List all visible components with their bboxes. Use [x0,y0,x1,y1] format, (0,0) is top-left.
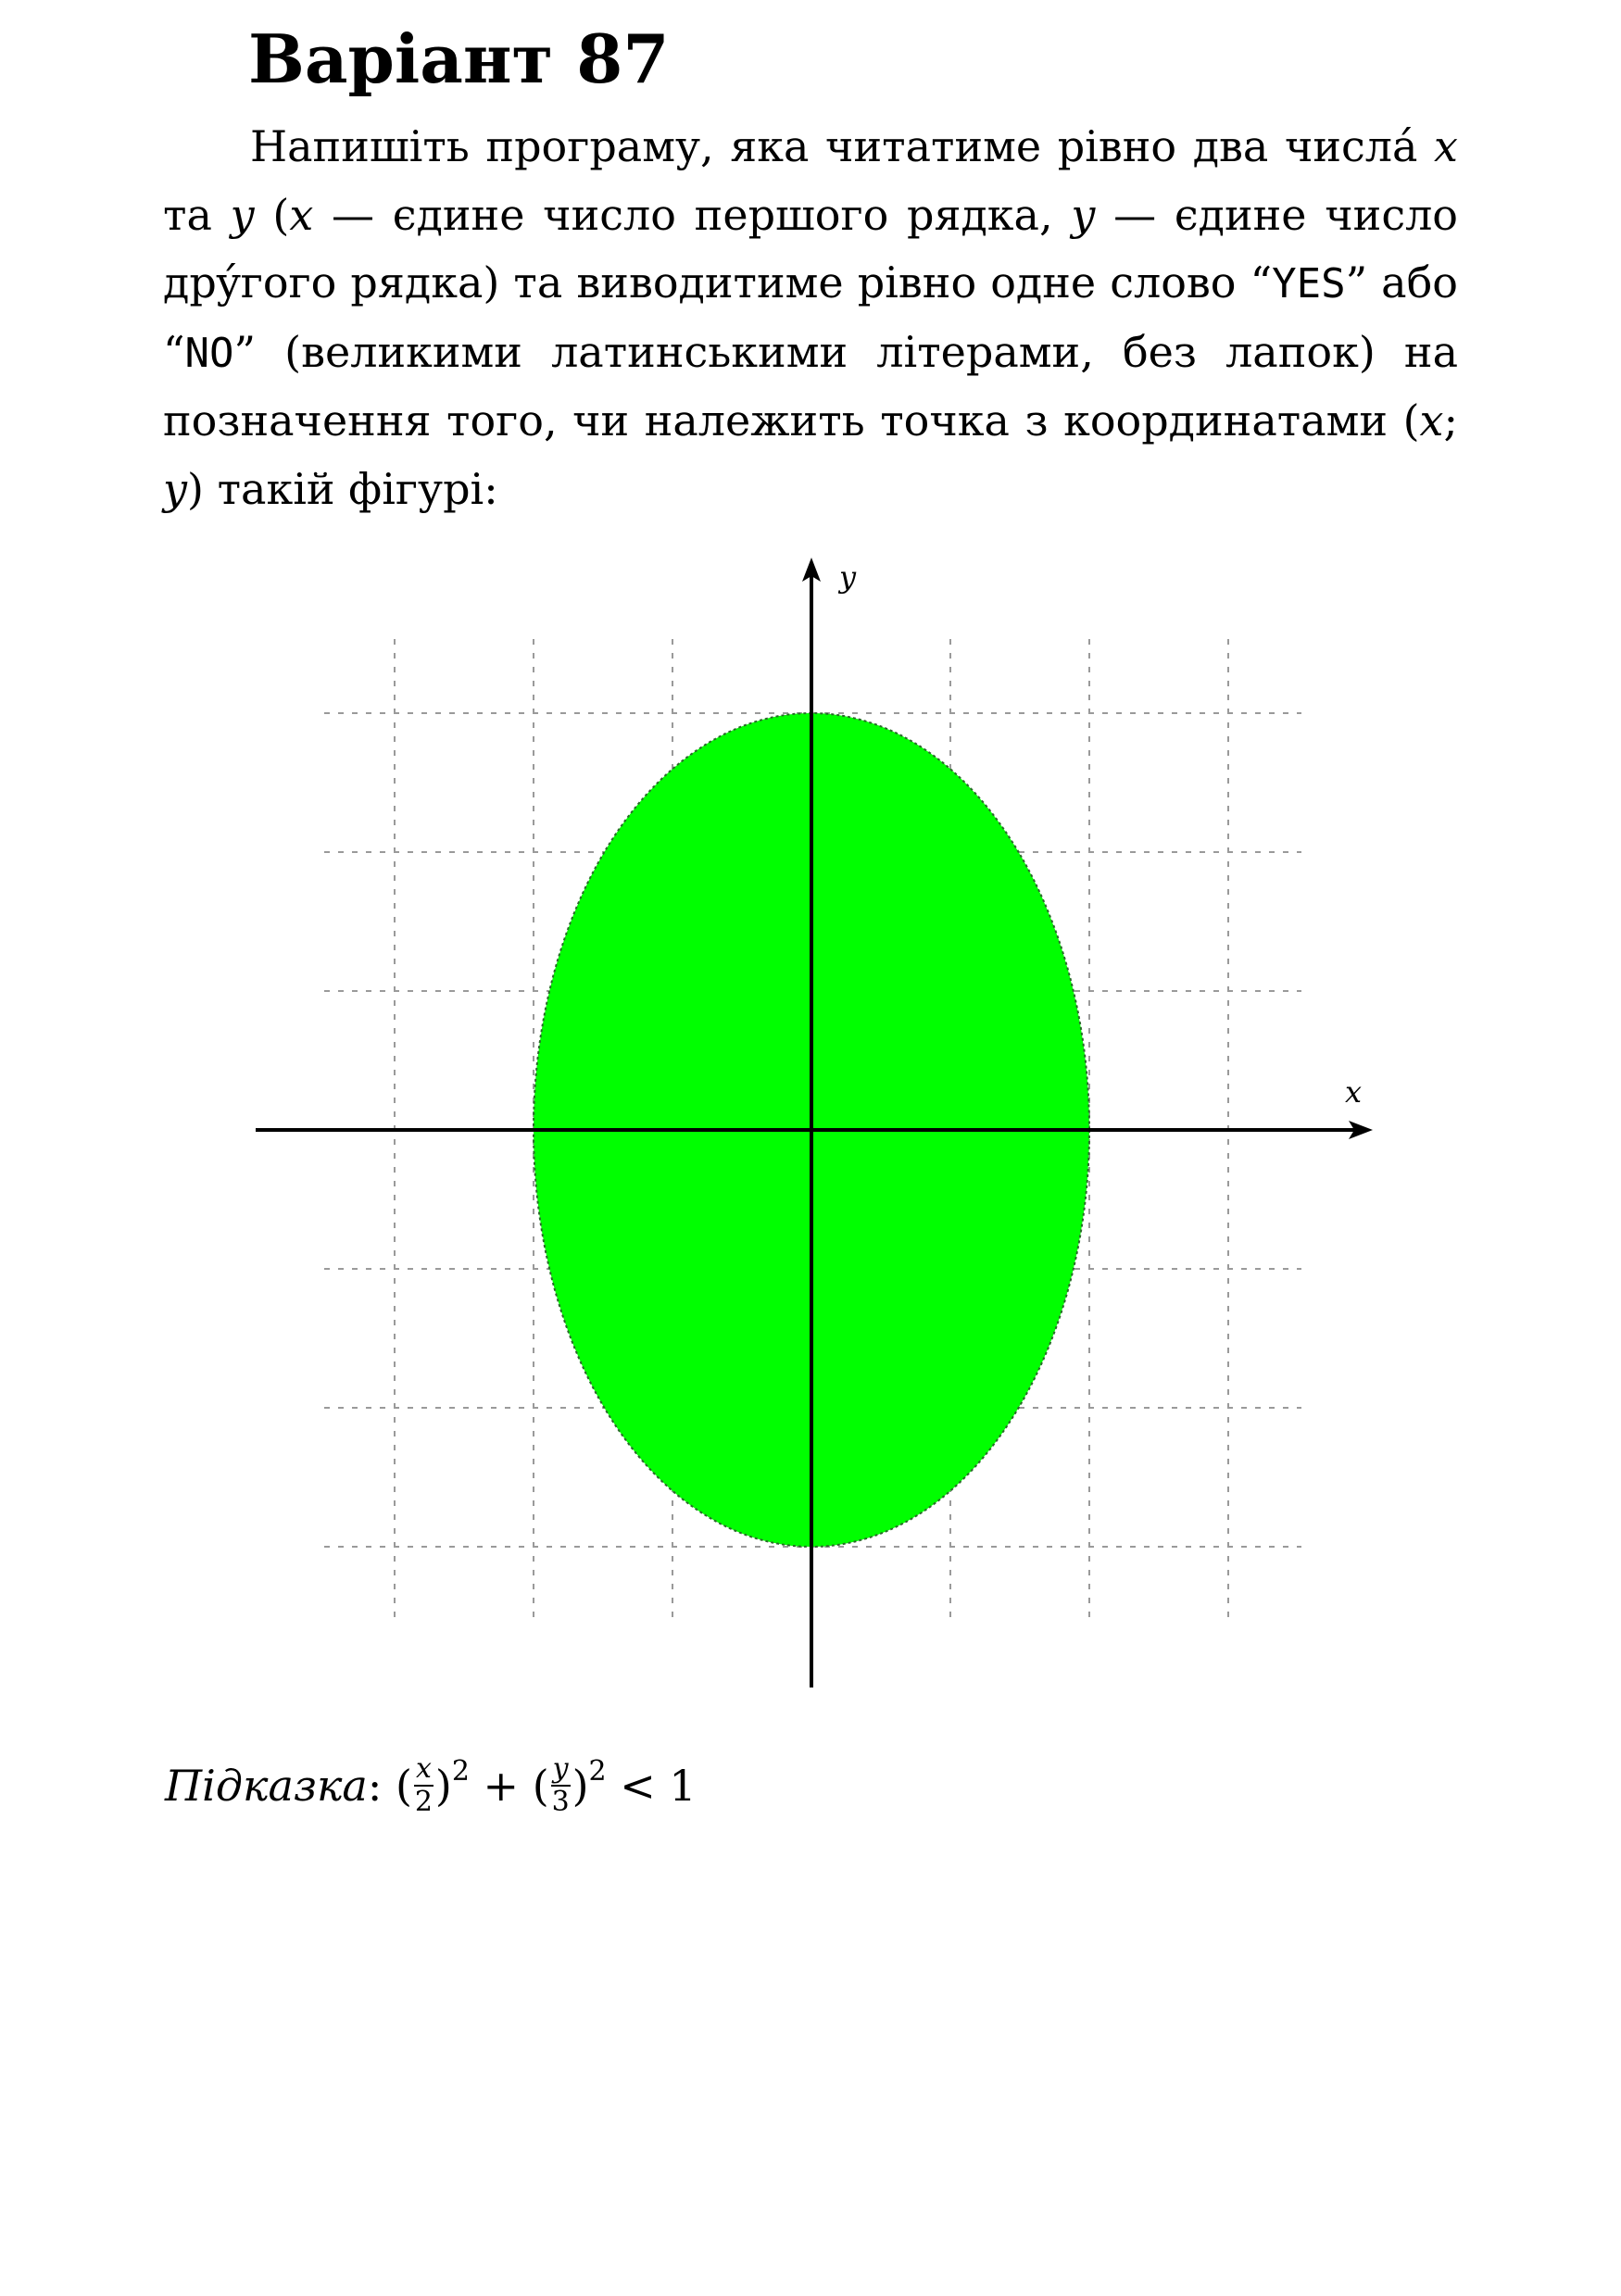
text-segment: — єдине число першого рядка, [313,189,1072,240]
hint-colon: : [367,1761,383,1811]
problem-text [163,113,1458,523]
var-y: y [230,189,255,240]
hint-paren: ) [434,1761,452,1811]
hint-paren: ) [572,1761,589,1811]
var-y: y [1071,189,1096,240]
page-title: Варіант 87 [248,19,670,98]
exponent: 2 [588,1755,607,1788]
hint-paren: ( [382,1761,412,1811]
text-segment: ; [1443,395,1458,445]
var-x: x [1419,395,1444,445]
fraction-y-over-3 [551,1752,571,1818]
text-segment: — єдине число дрýгого рядка) та виводитиме рівно одне слово “ [163,189,1458,307]
var-x: x [1434,121,1458,171]
fraction-x-over-2 [414,1752,434,1818]
text-segment: ” або “ [163,257,1458,377]
y-axis-label: y [839,559,857,595]
text-segment: ( [254,189,290,240]
text-segment: ” (великими латинськими літерами, без лапок) на позначення того, чи належить точка з координатами ( [163,326,1458,445]
hint-label: Підказка [165,1761,368,1811]
text-segment: Напишіть програму, яка читатиме рівно два числá [250,121,1435,171]
figure-diagram [0,546,1621,1713]
hint [165,1752,697,1820]
fraction-numerator: y [552,1752,569,1785]
exponent: 2 [451,1755,470,1788]
hint-inequality: < 1 [606,1761,697,1811]
no-literal: NO [184,329,234,377]
yes-literal: YES [1272,260,1346,307]
x-axis-label: x [1345,1074,1363,1110]
hint-plus: + ( [469,1761,549,1811]
fraction-denominator: 2 [414,1786,433,1818]
text-segment: та [163,189,231,240]
var-y: y [163,463,187,514]
fraction-denominator: 3 [551,1786,570,1818]
var-x: x [289,189,314,240]
text-segment: ) такій фігурі: [187,463,498,514]
fraction-numerator: x [415,1752,432,1785]
